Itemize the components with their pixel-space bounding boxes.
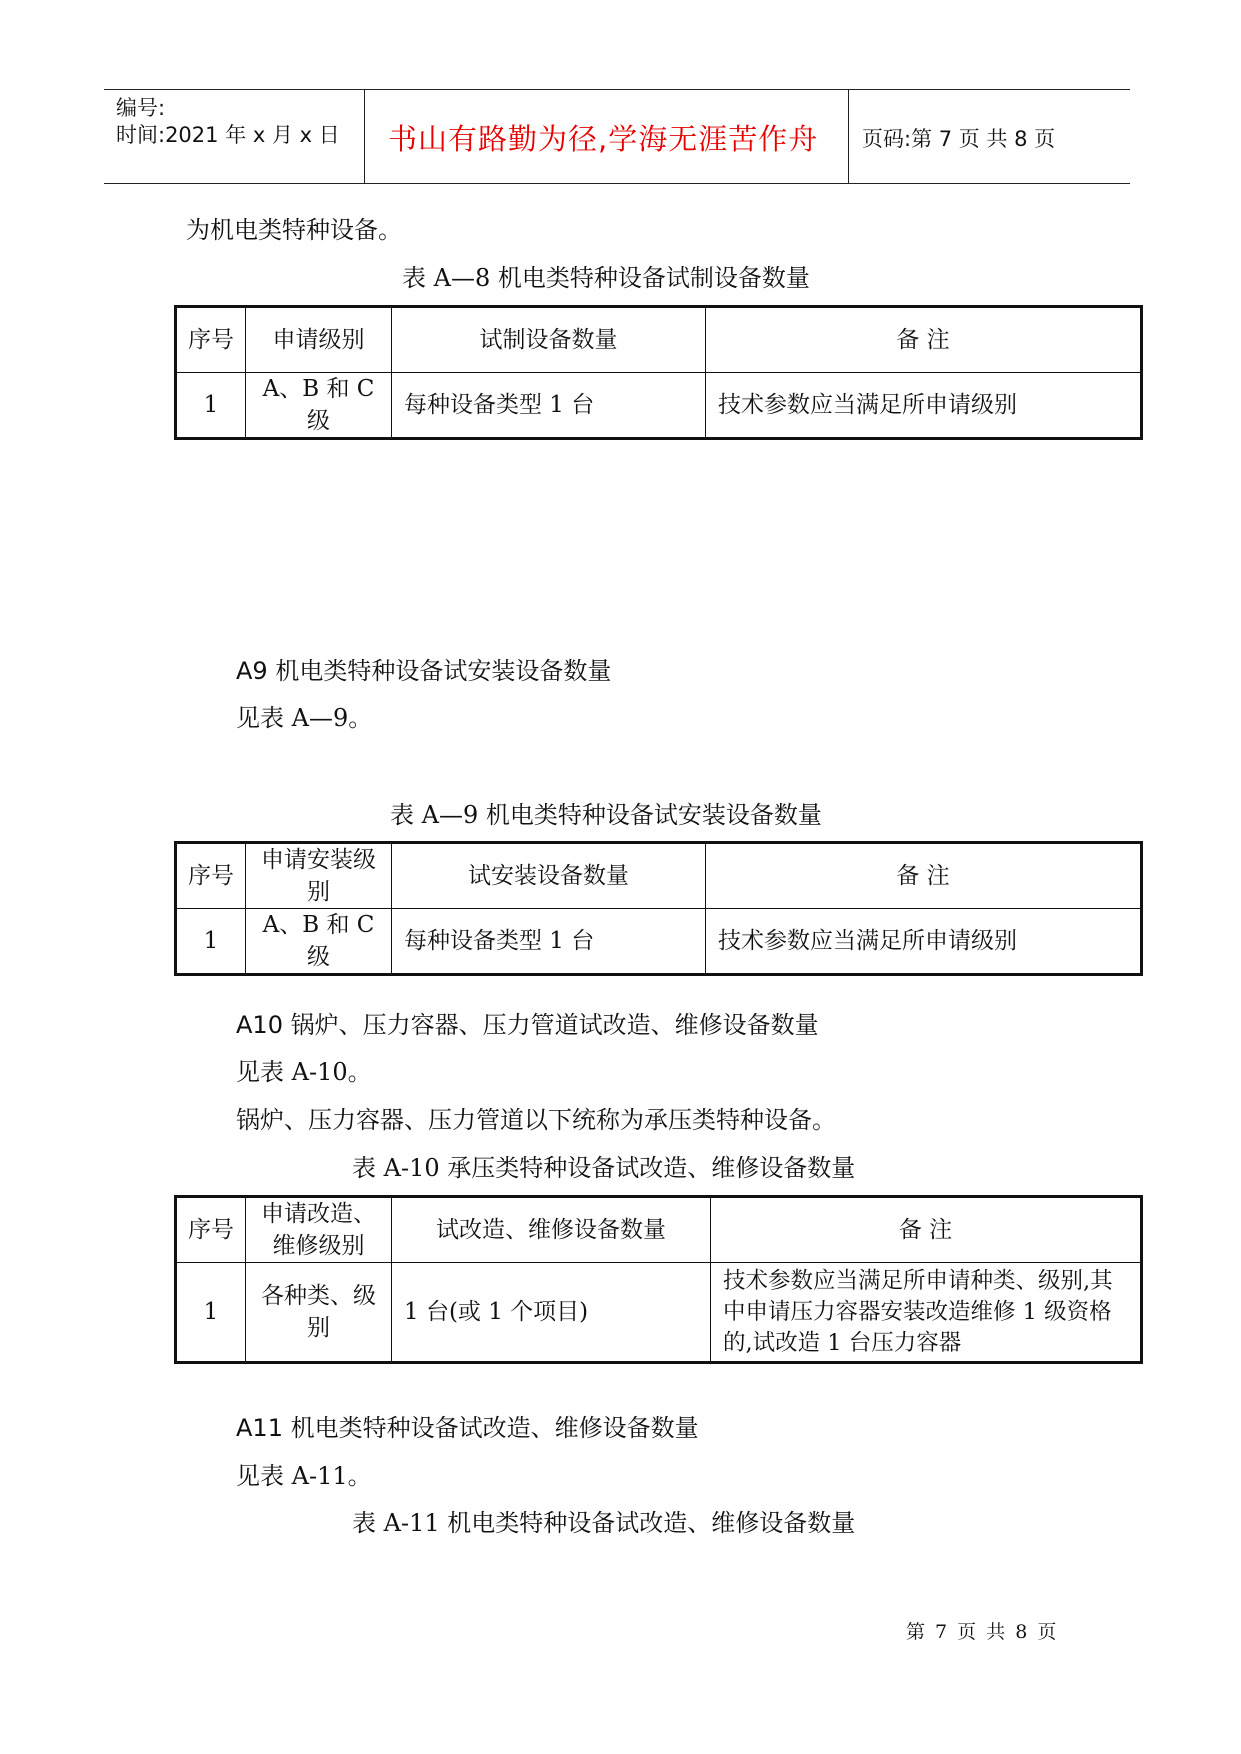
table-a8-caption: 表 A—8 机电类特种设备试制设备数量: [402, 264, 810, 292]
header-cell: 试改造、维修设备数量: [392, 1197, 711, 1263]
table-a10: [174, 1195, 1143, 1364]
table-a11-caption: 表 A-11 机电类特种设备试改造、维修设备数量: [352, 1509, 856, 1537]
header-cell: 备 注: [706, 843, 1142, 909]
table-header-row: [176, 843, 1142, 909]
table-row: [176, 1263, 1142, 1363]
table-cell: 每种设备类型 1 台: [392, 373, 706, 439]
table-a8: [174, 305, 1143, 440]
header-cell: 试制设备数量: [392, 307, 706, 373]
section-a9-reference: 见表 A—9。: [236, 704, 373, 732]
table-cell: 技术参数应当满足所申请级别: [706, 909, 1142, 975]
header-motto: 书山有路勤为径,学海无涯苦作舟: [388, 122, 819, 156]
table-cell: 各种类、级别: [246, 1263, 392, 1363]
table-cell: 1: [176, 373, 246, 439]
header-cell: 序号: [176, 307, 246, 373]
table-header-row: [176, 1197, 1142, 1263]
header-page-label: 页码:第 7 页 共 8 页: [862, 127, 1056, 151]
table-cell: 每种设备类型 1 台: [392, 909, 706, 975]
section-a9-heading: A9 机电类特种设备试安装设备数量: [236, 657, 612, 685]
header-cell: 序号: [176, 843, 246, 909]
header-cell: 申请改造、维修级别: [246, 1197, 392, 1263]
section-a11-heading: A11 机电类特种设备试改造、维修设备数量: [236, 1414, 699, 1442]
section-a11-reference: 见表 A-11。: [236, 1462, 372, 1490]
document-time-label: 时间:2021 年 x 月 x 日: [116, 123, 340, 147]
table-cell: 技术参数应当满足所申请级别: [706, 373, 1142, 439]
header-cell: 试安装设备数量: [392, 843, 706, 909]
table-row: [176, 909, 1142, 975]
section-a10-note: 锅炉、压力容器、压力管道以下统称为承压类特种设备。: [236, 1106, 836, 1134]
intro-paragraph-tail: 为机电类特种设备。: [186, 216, 402, 244]
table-cell: A、B 和 C 级: [246, 909, 392, 975]
table-cell: 1 台(或 1 个项目): [392, 1263, 711, 1363]
table-a10-caption: 表 A-10 承压类特种设备试改造、维修设备数量: [352, 1154, 856, 1182]
page-footer: 第 7 页 共 8 页: [906, 1621, 1059, 1643]
table-a9: [174, 841, 1143, 976]
table-cell: A、B 和 C 级: [246, 373, 392, 439]
header-divider: [848, 90, 849, 183]
table-header-row: [176, 307, 1142, 373]
header-cell: 申请安装级别: [246, 843, 392, 909]
table-a9-caption: 表 A—9 机电类特种设备试安装设备数量: [390, 801, 822, 829]
section-a10-reference: 见表 A-10。: [236, 1058, 372, 1086]
section-a10-heading: A10 锅炉、压力容器、压力管道试改造、维修设备数量: [236, 1011, 819, 1039]
header-cell: 序号: [176, 1197, 246, 1263]
table-cell: 技术参数应当满足所申请种类、级别,其中申请压力容器安装改造维修 1 级资格的,试改造 1 台压力容器: [711, 1263, 1142, 1363]
table-cell: 1: [176, 909, 246, 975]
table-row: [176, 373, 1142, 439]
table-cell: 1: [176, 1263, 246, 1363]
header-cell: 申请级别: [246, 307, 392, 373]
header-divider: [364, 90, 365, 183]
header-cell: 备 注: [706, 307, 1142, 373]
header-cell: 备 注: [711, 1197, 1142, 1263]
document-number-label: 编号:: [116, 96, 166, 120]
